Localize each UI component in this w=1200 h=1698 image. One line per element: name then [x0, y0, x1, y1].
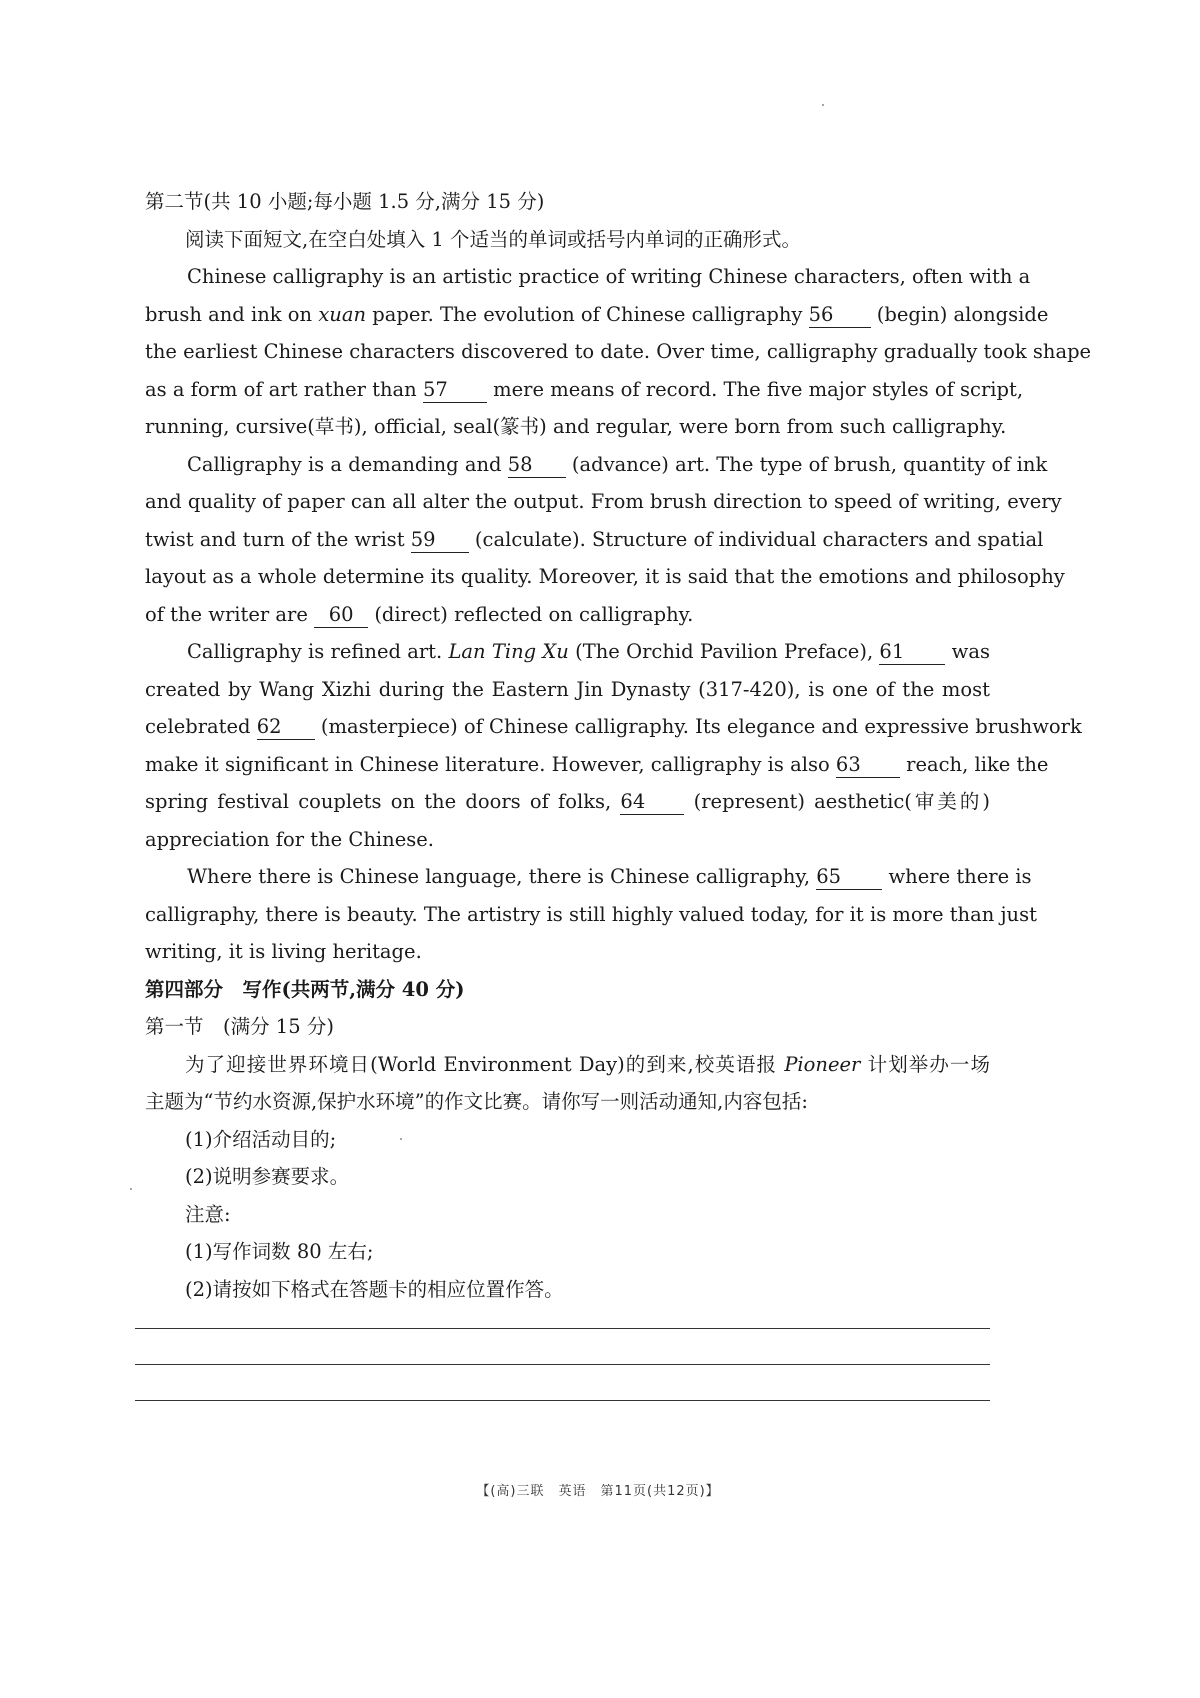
- passage-text: and quality of paper can all alter the output. From brush direction to speed of writing, every: [145, 490, 1062, 513]
- requirement-1: (1)介绍活动目的;: [185, 1127, 337, 1151]
- passage-line: [145, 258, 1031, 296]
- passage-text: the earliest Chinese characters discovered to date. Over time, calligraphy gradually took shape: [145, 340, 1092, 363]
- passage-line: [145, 671, 990, 709]
- writing-task-text: 计划举办一场: [860, 1052, 990, 1076]
- passage-line: [145, 746, 1049, 784]
- passage-text: (begin) alongside: [870, 302, 1049, 326]
- passage-italic: xuan: [318, 302, 367, 326]
- passage-text: twist and turn of the wrist: [145, 527, 411, 551]
- passage-text: (advance) art. The type of brush, quantity of ink: [565, 452, 1048, 476]
- answer-line[interactable]: [135, 1364, 990, 1365]
- part-4-title: 第四部分 写作(共两节,满分 40 分): [145, 977, 465, 1001]
- passage-text: reach, like the: [899, 752, 1049, 776]
- passage-line: [145, 333, 1092, 371]
- scan-speck: [400, 1138, 402, 1140]
- note-2: (2)请按如下格式在答题卡的相应位置作答。: [185, 1277, 564, 1301]
- passage-text: paper. The evolution of Chinese calligraphy: [366, 302, 809, 326]
- section-2-instruction: 阅读下面短文,在空白处填入 1 个适当的单词或括号内单词的正确形式。: [185, 227, 802, 251]
- requirement-2: (2)说明参赛要求。: [185, 1165, 350, 1188]
- blank-64[interactable]: 64: [620, 790, 684, 815]
- passage-line: [145, 858, 1032, 896]
- passage-text: writing, it is living heritage.: [145, 940, 422, 963]
- passage-line: [145, 783, 990, 821]
- scan-speck: [822, 104, 824, 106]
- passage-text: brush and ink on: [145, 302, 319, 326]
- answer-line[interactable]: [135, 1400, 990, 1401]
- passage-text: (calculate). Structure of individual characters and spatial: [468, 527, 1044, 551]
- passage-text: (represent) aesthetic(审美的): [684, 790, 990, 813]
- passage-line: [145, 708, 1082, 746]
- passage-text: Calligraphy is a demanding and: [187, 452, 508, 476]
- passage-text: Where there is Chinese language, there is Chinese calligraphy,: [187, 865, 817, 888]
- writing-task-text: 为了迎接世界环境日(World Environment Day)的到来,校英语报: [185, 1052, 785, 1076]
- passage-line: [145, 483, 1062, 521]
- blank-57[interactable]: 57: [423, 378, 487, 403]
- passage-text: Chinese calligraphy is an artistic practice of writing Chinese characters, often with a: [187, 265, 1031, 288]
- passage-text: (The Orchid Pavilion Preface),: [568, 640, 880, 663]
- passage-line: [145, 446, 1048, 484]
- answer-line[interactable]: [135, 1328, 990, 1329]
- blank-61[interactable]: 61: [879, 640, 945, 665]
- passage-line: [145, 821, 990, 859]
- passage-line: [145, 521, 1044, 559]
- passage-text: layout as a whole determine its quality. Moreover, it is said that the emotions and philosophy: [145, 565, 1065, 588]
- passage-line: [145, 933, 990, 971]
- passage-italic: Lan Ting Xu: [448, 640, 569, 663]
- passage-text: celebrated: [145, 715, 257, 738]
- passage-line: [145, 558, 1065, 596]
- passage-text: running, cursive(草书), official, seal(篆书) and regular, were born from such calligraphy.: [145, 415, 1007, 438]
- passage-text: make it significant in Chinese literature. However, calligraphy is also: [145, 752, 836, 776]
- passage-text: mere means of record. The five major styles of script,: [486, 377, 1024, 401]
- passage-text: of the writer are: [145, 602, 315, 626]
- passage-text: (masterpiece) of Chinese calligraphy. Its elegance and expressive brushwork: [314, 715, 1082, 738]
- newspaper-name: Pioneer: [784, 1052, 861, 1076]
- passage-line: [145, 633, 990, 671]
- passage-text: (direct) reflected on calligraphy.: [368, 602, 694, 626]
- part-4-section-1-title: 第一节 (满分 15 分): [145, 1015, 334, 1038]
- blank-56[interactable]: 56: [809, 303, 871, 328]
- passage-line: [145, 296, 1049, 334]
- passage-text: was: [945, 640, 990, 663]
- note-label: 注意:: [185, 1202, 231, 1226]
- blank-63[interactable]: 63: [836, 753, 900, 778]
- passage-text: appreciation for the Chinese.: [145, 827, 434, 851]
- passage-text: calligraphy, there is beauty. The artistry is still highly valued today, for it is more than just: [145, 902, 1037, 926]
- blank-58[interactable]: 58: [508, 453, 566, 478]
- page-footer: 【(高)三联 英语 第11页(共12页)】: [476, 1484, 720, 1499]
- page-content: [145, 183, 1092, 1308]
- passage-text: where there is: [882, 865, 1032, 888]
- section-2-title: 第二节(共 10 小题;每小题 1.5 分,满分 15 分): [145, 190, 545, 213]
- passage-text: created by Wang Xizhi during the Eastern Jin Dynasty (317-420), is one of the most: [145, 677, 990, 701]
- writing-task-line: [145, 1046, 990, 1084]
- passage-text: Calligraphy is refined art.: [187, 640, 449, 663]
- passage-text: as a form of art rather than: [145, 377, 423, 401]
- blank-59[interactable]: 59: [411, 528, 469, 553]
- writing-task-line: 主题为“节约水资源,保护水环境”的作文比赛。请你写一则活动通知,内容包括:: [145, 1090, 808, 1113]
- scan-speck: [130, 1188, 132, 1190]
- passage-line: [145, 596, 990, 634]
- passage-text: spring festival couplets on the doors of folks,: [145, 790, 621, 813]
- blank-60[interactable]: 60: [314, 603, 368, 628]
- passage-line: [145, 896, 1037, 934]
- blank-65[interactable]: 65: [816, 865, 882, 890]
- passage-line: [145, 371, 1024, 409]
- note-1: (1)写作词数 80 左右;: [185, 1240, 374, 1263]
- passage-line: [145, 408, 1007, 446]
- blank-62[interactable]: 62: [257, 715, 315, 740]
